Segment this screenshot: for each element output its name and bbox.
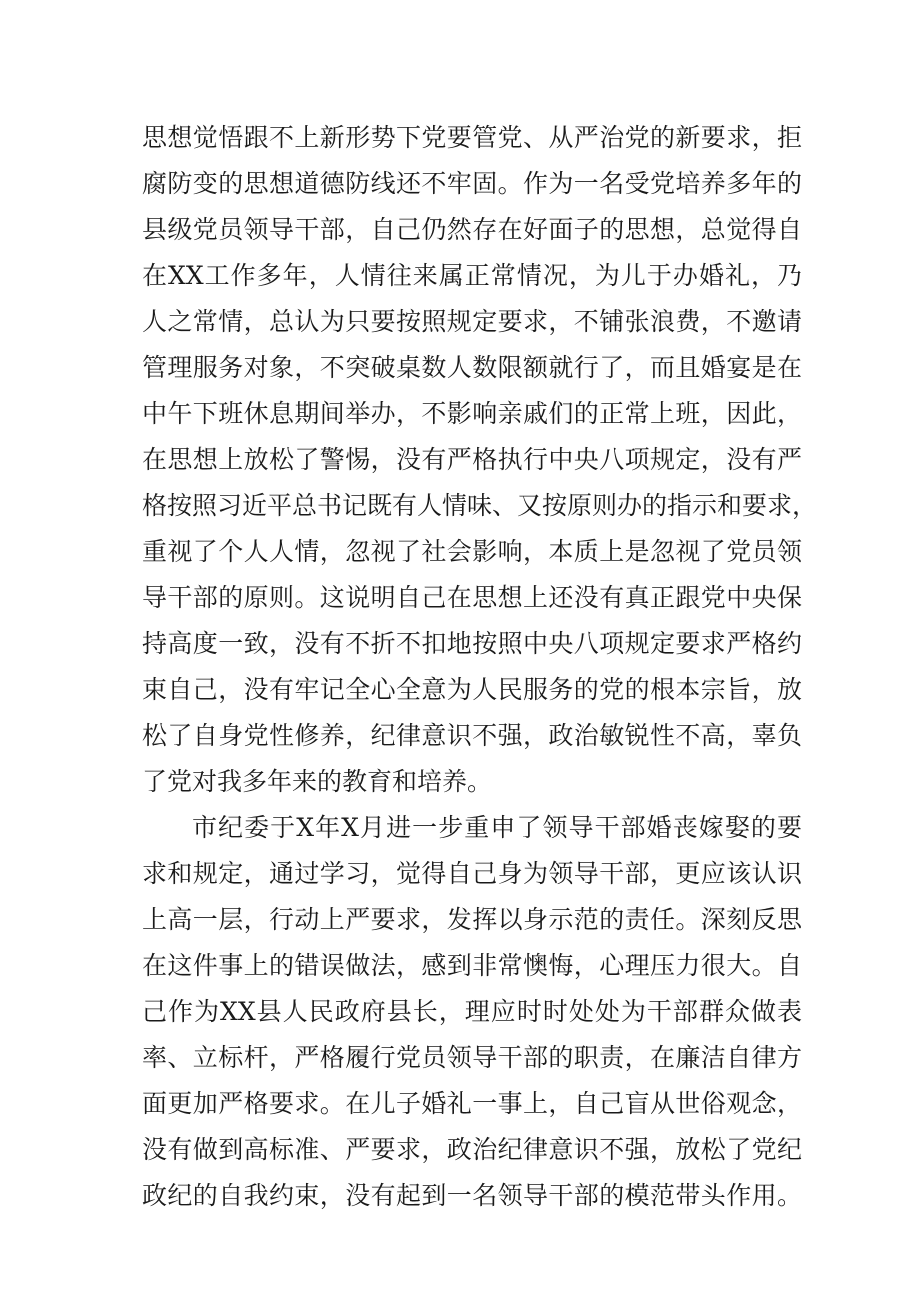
text-line: 在这件事上的错误做法，感到非常懊悔，心理压力很大。自	[142, 951, 802, 980]
text-line: 率、立标杆，严格履行党员领导干部的职责，在廉洁自律方	[142, 1043, 802, 1072]
text-line: 束自己，没有牢记全心全意为人民服务的党的根本宗旨，放	[142, 675, 802, 704]
text-line: 松了自身党性修养，纪律意识不强，政治敏锐性不高，辜负	[142, 721, 802, 750]
text-line: 思想觉悟跟不上新形势下党要管党、从严治党的新要求，拒	[142, 123, 802, 152]
text-line: 求和规定，通过学习，觉得自己身为领导干部，更应该认识	[142, 859, 802, 888]
document-body	[142, 118, 818, 1222]
text-line: 管理服务对象，不突破桌数人数限额就行了，而且婚宴是在	[142, 353, 802, 382]
text-line: 持高度一致，没有不折不扣地按照中央八项规定要求严格约	[142, 629, 802, 658]
text-line: 人之常情，总认为只要按照规定要求，不铺张浪费，不邀请	[142, 307, 802, 336]
text-line: 腐防变的思想道德防线还不牢固。作为一名受党培养多年的	[142, 169, 802, 198]
text-line: 中午下班休息期间举办，不影响亲戚们的正常上班，因此，	[142, 399, 802, 428]
text-line: 重视了个人人情，忽视了社会影响，本质上是忽视了党员领	[142, 537, 802, 566]
text-line: 了党对我多年来的教育和培养。	[142, 767, 493, 796]
text-line: 上高一层，行动上严要求，发挥以身示范的责任。深刻反思	[142, 905, 802, 934]
paragraph-2	[142, 808, 802, 1222]
text-line: 没有做到高标准、严要求，政治纪律意识不强，放松了党纪	[142, 1135, 802, 1164]
text-line: 己作为XX县人民政府县长，理应时时处处为干部群众做表	[142, 997, 802, 1026]
text-line: 格按照习近平总书记既有人情味、又按原则办的指示和要求，	[142, 491, 818, 520]
text-line: 在XX工作多年，人情往来属正常情况，为儿于办婚礼，乃	[142, 261, 802, 290]
text-line: 县级党员领导干部，自己仍然存在好面子的思想，总觉得自	[142, 215, 802, 244]
text-line: 政纪的自我约束，没有起到一名领导干部的模范带头作用。	[142, 1181, 802, 1210]
text-line: 在思想上放松了警惕，没有严格执行中央八项规定，没有严	[142, 445, 802, 474]
text-line: 市纪委于X年X月进一步重申了领导干部婚丧嫁娶的要	[192, 813, 802, 842]
text-line: 面更加严格要求。在儿子婚礼一事上，自己盲从世俗观念，	[142, 1089, 802, 1118]
text-line: 导干部的原则。这说明自己在思想上还没有真正跟党中央保	[142, 583, 802, 612]
paragraph-1	[142, 118, 818, 808]
